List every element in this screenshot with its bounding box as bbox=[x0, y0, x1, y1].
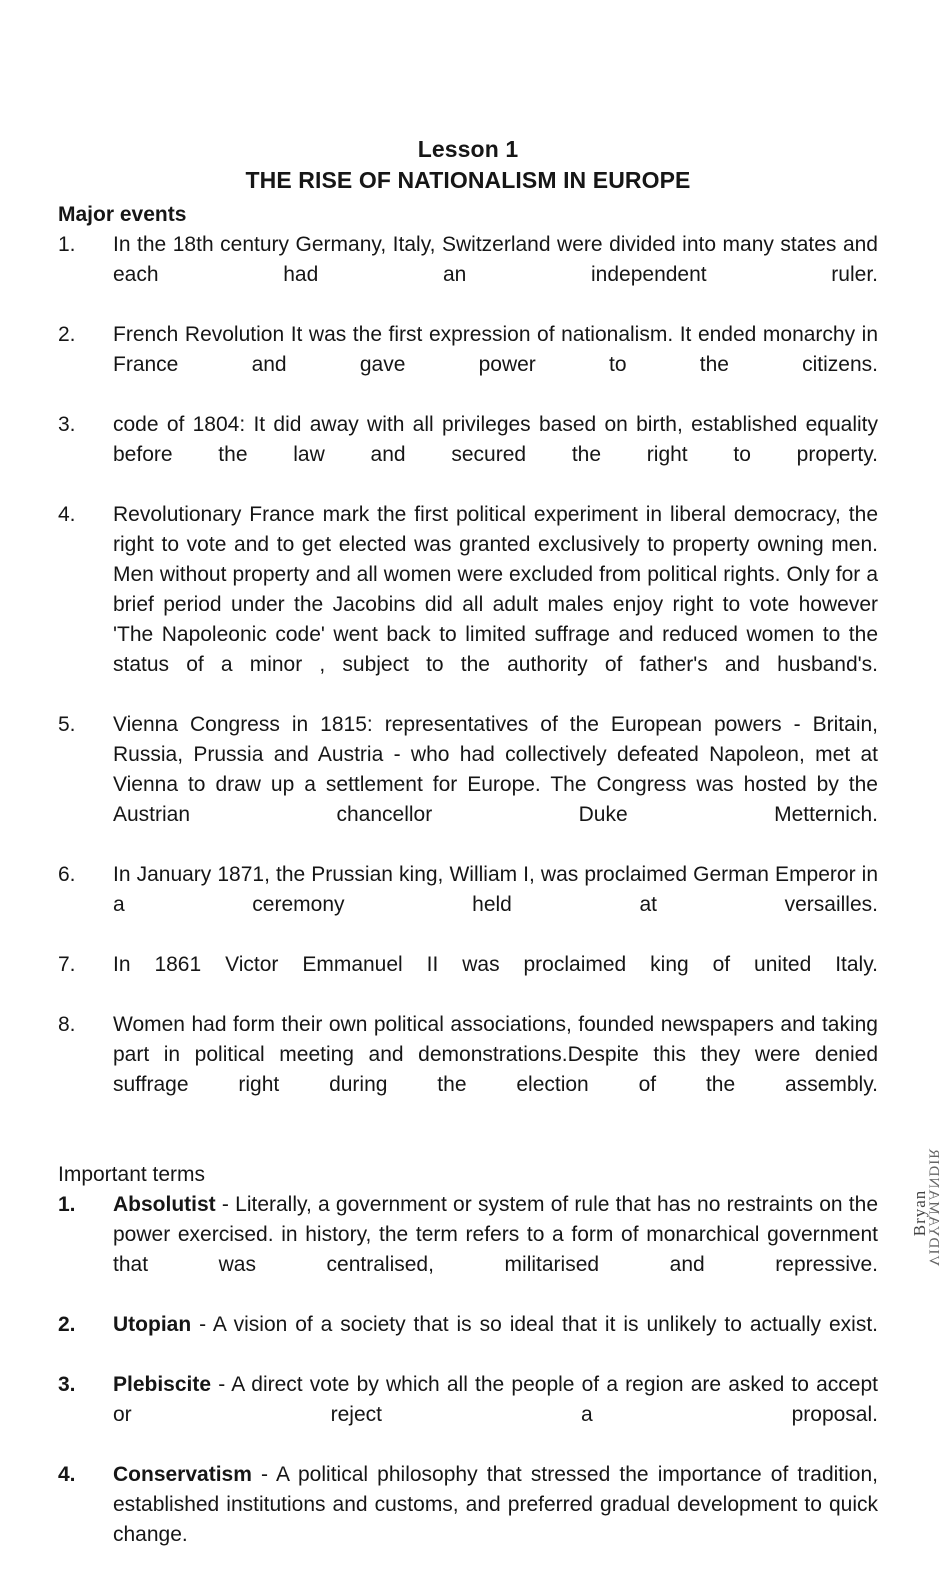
list-item-marker: 7. bbox=[58, 953, 76, 976]
term-definition: A vision of a society that is so ideal that it is unlikely to actually exist. bbox=[212, 1313, 878, 1336]
list-item-text bbox=[113, 1310, 878, 1370]
list-item-text bbox=[113, 1460, 878, 1580]
term-name: Plebiscite bbox=[113, 1373, 212, 1396]
list-item-text: Revolutionary France mark the first political experiment in liberal democracy, the right to vote and to get elected was granted exclusively to property owning men. Men without property and all women were excluded from political rights. Only for a brief period under the Jacobins did all adult males enjoy right to vote however 'The Napoleonic code' went back to limited suffrage and reduced women to the status of a minor , subject to the authority of father's and husband's. bbox=[113, 503, 878, 676]
list-item bbox=[58, 320, 878, 410]
watermark-text-primary: Bryan bbox=[910, 1189, 929, 1237]
list-item bbox=[58, 1190, 878, 1310]
list-item-text bbox=[113, 1370, 878, 1460]
list-item bbox=[58, 1460, 878, 1580]
term-separator: - bbox=[211, 1373, 232, 1396]
list-item-text: Vienna Congress in 1815: representatives of the European powers - Britain, Russia, Prussia and Austria - who had collectively defeated Napoleon, met at Vienna to draw up a settlement for Europe. The Congress was hosted by the Austrian chancellor Duke Metternich. bbox=[113, 713, 878, 826]
list-item-marker: 3. bbox=[58, 1373, 76, 1396]
list-item-text: In 1861 Victor Emmanuel II was proclaimed king of united Italy. bbox=[113, 953, 878, 976]
list-item bbox=[58, 410, 878, 500]
term-name: Absolutist bbox=[113, 1193, 216, 1216]
lesson-main-title: THE RISE OF NATIONALISM IN EUROPE bbox=[245, 167, 691, 193]
list-item-marker: 4. bbox=[58, 503, 76, 526]
list-item bbox=[58, 950, 878, 1010]
section-heading-important-terms: Important terms bbox=[58, 1163, 206, 1186]
list-item-marker: 2. bbox=[58, 1313, 76, 1336]
document-body bbox=[58, 200, 878, 1580]
term-separator: - bbox=[191, 1313, 213, 1336]
list-item-text: In the 18th century Germany, Italy, Switzerland were divided into many states and each had an independent ruler. bbox=[113, 233, 878, 286]
term-definition: Literally, a government or system of rule that has no restraints on the power exercised. in history, the term refers to a form of monarchical government that was centralised, militarised and repressive. bbox=[113, 1193, 878, 1276]
list-item bbox=[58, 230, 878, 320]
term-name: Utopian bbox=[113, 1313, 192, 1336]
list-item-text: In January 1871, the Prussian king, William I, was proclaimed German Emperor in a ceremony held at versailles. bbox=[113, 863, 878, 916]
list-item bbox=[58, 1310, 878, 1370]
list-item-marker: 1. bbox=[58, 233, 76, 256]
list-item-marker: 3. bbox=[58, 413, 76, 436]
list-item-marker: 6. bbox=[58, 863, 76, 886]
list-item-marker: 8. bbox=[58, 1013, 76, 1036]
list-item-marker: 2. bbox=[58, 323, 76, 346]
list-item bbox=[58, 1010, 878, 1130]
document-title-block bbox=[58, 134, 878, 196]
list-item-text bbox=[113, 1190, 878, 1310]
major-events-list bbox=[58, 230, 878, 1130]
list-item-text: French Revolution It was the first expression of nationalism. It ended monarchy in France and gave power to the citizens. bbox=[113, 323, 878, 376]
list-item-marker: 1. bbox=[58, 1193, 76, 1216]
list-item-text: Women had form their own political associations, founded newspapers and taking part in political meeting and demonstrations.Despite this they were denied suffrage right during the election of the assembly. bbox=[113, 1013, 878, 1096]
term-separator: - bbox=[251, 1463, 277, 1486]
term-definition: A direct vote by which all the people of a region are asked to accept or reject a proposal. bbox=[113, 1373, 878, 1426]
section-heading-major-events: Major events bbox=[58, 203, 187, 226]
section-spacer bbox=[58, 1130, 878, 1160]
list-item-marker: 4. bbox=[58, 1463, 76, 1486]
term-definition: A political philosophy that stressed the importance of tradition, established institutions and customs, and preferred gradual development to quick change. bbox=[113, 1463, 878, 1546]
list-item bbox=[58, 1370, 878, 1460]
list-item bbox=[58, 860, 878, 950]
margin-watermark bbox=[898, 1108, 942, 1318]
watermark-text-secondary: VIDYAMANDIR bbox=[925, 1147, 942, 1267]
list-item bbox=[58, 710, 878, 860]
list-item bbox=[58, 500, 878, 710]
list-item-marker: 5. bbox=[58, 713, 76, 736]
term-name: Conservatism bbox=[113, 1463, 252, 1486]
term-separator: - bbox=[215, 1193, 236, 1216]
important-terms-list bbox=[58, 1190, 878, 1580]
list-item-text: code of 1804: It did away with all privileges based on birth, established equality before the law and secured the right to property. bbox=[113, 413, 878, 466]
lesson-number-title: Lesson 1 bbox=[417, 136, 519, 162]
